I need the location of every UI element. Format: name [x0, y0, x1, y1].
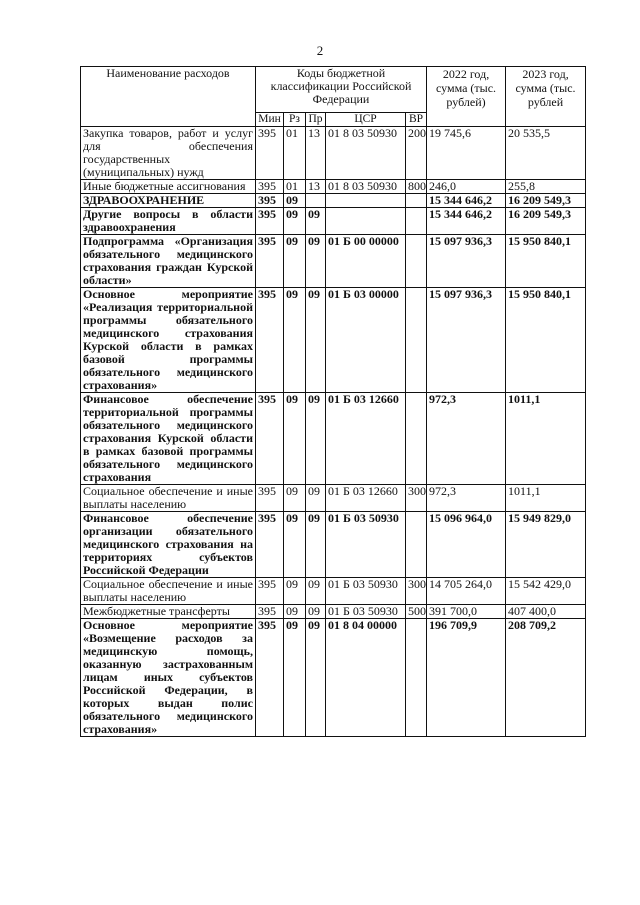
cell-v2023: 1011,1 — [506, 485, 586, 512]
cell-v2023: 15 949 829,0 — [506, 512, 586, 578]
cell-vr — [406, 194, 427, 208]
cell-v2022: 15 097 936,3 — [427, 235, 506, 288]
table-row — [81, 578, 586, 605]
cell-csr: 01 Б 03 50930 — [326, 512, 406, 578]
cell-v2022: 972,3 — [427, 393, 506, 485]
header-codes: Коды бюджетной классификации Российской Федерации — [256, 67, 427, 113]
cell-rz: 01 — [284, 180, 306, 194]
cell-vr: 800 — [406, 180, 427, 194]
cell-pr: 09 — [306, 208, 326, 235]
cell-v2023: 15 542 429,0 — [506, 578, 586, 605]
cell-v2022: 246,0 — [427, 180, 506, 194]
table-row — [81, 180, 586, 194]
cell-vr: 200 — [406, 127, 427, 180]
cell-name: Подпрограмма «Организация обязательного медицинского страхования граждан Курской области» — [81, 235, 256, 288]
cell-rz: 09 — [284, 288, 306, 393]
cell-min: 395 — [256, 578, 284, 605]
cell-min: 395 — [256, 208, 284, 235]
cell-pr: 09 — [306, 605, 326, 619]
cell-vr: 500 — [406, 605, 427, 619]
header-2022: 2022 год, сумма (тыс. рублей) — [427, 67, 506, 127]
cell-pr: 13 — [306, 127, 326, 180]
cell-v2023: 208 709,2 — [506, 619, 586, 737]
cell-csr: 01 Б 03 12660 — [326, 485, 406, 512]
cell-pr: 09 — [306, 288, 326, 393]
page-number: 2 — [316, 43, 324, 58]
cell-v2023: 16 209 549,3 — [506, 194, 586, 208]
cell-csr: 01 Б 03 50930 — [326, 605, 406, 619]
cell-v2022: 14 705 264,0 — [427, 578, 506, 605]
cell-rz: 09 — [284, 578, 306, 605]
cell-csr: 01 Б 03 50930 — [326, 578, 406, 605]
cell-v2023: 15 950 840,1 — [506, 288, 586, 393]
table-row — [81, 605, 586, 619]
cell-v2023: 16 209 549,3 — [506, 208, 586, 235]
cell-v2022: 196 709,9 — [427, 619, 506, 737]
cell-csr — [326, 194, 406, 208]
cell-min: 395 — [256, 393, 284, 485]
cell-v2023: 1011,1 — [506, 393, 586, 485]
cell-v2023: 407 400,0 — [506, 605, 586, 619]
table-row — [81, 485, 586, 512]
cell-v2022: 15 344 646,2 — [427, 208, 506, 235]
cell-rz: 09 — [284, 485, 306, 512]
cell-vr — [406, 512, 427, 578]
cell-v2022: 15 097 936,3 — [427, 288, 506, 393]
cell-vr — [406, 208, 427, 235]
table-row — [81, 194, 586, 208]
cell-rz: 09 — [284, 208, 306, 235]
cell-vr — [406, 288, 427, 393]
cell-pr: 13 — [306, 180, 326, 194]
cell-min: 395 — [256, 127, 284, 180]
cell-name: Социальное обеспечение и иные выплаты населению — [81, 578, 256, 605]
header-pr: Пр — [306, 113, 326, 127]
cell-rz: 09 — [284, 619, 306, 737]
cell-min: 395 — [256, 180, 284, 194]
cell-name: Социальное обеспечение и иные выплаты населению — [81, 485, 256, 512]
cell-v2022: 972,3 — [427, 485, 506, 512]
cell-vr: 300 — [406, 578, 427, 605]
cell-name: Иные бюджетные ассигнования — [81, 180, 256, 194]
cell-vr — [406, 619, 427, 737]
cell-min: 395 — [256, 235, 284, 288]
cell-pr — [306, 194, 326, 208]
cell-name: ЗДРАВООХРАНЕНИЕ — [81, 194, 256, 208]
cell-name: Основное мероприятие «Реализация территориальной программы обязательного медицинского страхования Курской области в рамках базовой программы обязательного медицинского страхования» — [81, 288, 256, 393]
cell-rz: 09 — [284, 393, 306, 485]
header-rz: Рз — [284, 113, 306, 127]
cell-pr: 09 — [306, 619, 326, 737]
table-header — [81, 67, 586, 127]
cell-name: Финансовое обеспечение организации обязательного медицинского страхования на территориях субъектов Российской Федерации — [81, 512, 256, 578]
cell-v2022: 15 096 964,0 — [427, 512, 506, 578]
cell-csr: 01 Б 00 00000 — [326, 235, 406, 288]
cell-vr — [406, 393, 427, 485]
cell-name: Закупка товаров, работ и услуг для обеспечения государственных (муниципальных) нужд — [81, 127, 256, 180]
cell-min: 395 — [256, 512, 284, 578]
header-vr: ВР — [406, 113, 427, 127]
table-row — [81, 127, 586, 180]
header-csr: ЦСР — [326, 113, 406, 127]
cell-csr — [326, 208, 406, 235]
cell-min: 395 — [256, 288, 284, 393]
cell-csr: 01 Б 03 12660 — [326, 393, 406, 485]
cell-v2022: 15 344 646,2 — [427, 194, 506, 208]
cell-v2022: 19 745,6 — [427, 127, 506, 180]
cell-v2023: 20 535,5 — [506, 127, 586, 180]
budget-table — [80, 66, 586, 737]
cell-name: Межбюджетные трансферты — [81, 605, 256, 619]
cell-pr: 09 — [306, 235, 326, 288]
cell-v2023: 15 950 840,1 — [506, 235, 586, 288]
cell-min: 395 — [256, 619, 284, 737]
cell-pr: 09 — [306, 485, 326, 512]
cell-rz: 09 — [284, 235, 306, 288]
table-row — [81, 619, 586, 737]
cell-rz: 09 — [284, 605, 306, 619]
cell-pr: 09 — [306, 578, 326, 605]
header-name: Наименование расходов — [81, 67, 256, 127]
cell-v2022: 391 700,0 — [427, 605, 506, 619]
cell-min: 395 — [256, 605, 284, 619]
cell-name: Другие вопросы в области здравоохранения — [81, 208, 256, 235]
table-row — [81, 512, 586, 578]
cell-csr: 01 8 03 50930 — [326, 180, 406, 194]
cell-csr: 01 8 03 50930 — [326, 127, 406, 180]
cell-name: Основное мероприятие «Возмещение расходов за медицинскую помощь, оказанную застрахованным лицам иных субъектов Российской Федерации, в которых выдан полис обязательного медицинского страхования» — [81, 619, 256, 737]
header-2023: 2023 год, сумма (тыс. рублей — [506, 67, 586, 127]
cell-pr: 09 — [306, 393, 326, 485]
cell-v2023: 255,8 — [506, 180, 586, 194]
cell-name: Финансовое обеспечение территориальной программы обязательного медицинского страхования Курской области в рамках базовой программы обязательного медицинского страхования — [81, 393, 256, 485]
cell-rz: 01 — [284, 127, 306, 180]
header-min: Мин — [256, 113, 284, 127]
cell-vr: 300 — [406, 485, 427, 512]
cell-rz: 09 — [284, 512, 306, 578]
cell-csr: 01 8 04 00000 — [326, 619, 406, 737]
table-row — [81, 393, 586, 485]
cell-csr: 01 Б 03 00000 — [326, 288, 406, 393]
cell-vr — [406, 235, 427, 288]
table-row — [81, 208, 586, 235]
table-row — [81, 288, 586, 393]
cell-min: 395 — [256, 194, 284, 208]
table-body — [81, 127, 586, 737]
cell-pr: 09 — [306, 512, 326, 578]
cell-rz: 09 — [284, 194, 306, 208]
cell-min: 395 — [256, 485, 284, 512]
table-row — [81, 235, 586, 288]
